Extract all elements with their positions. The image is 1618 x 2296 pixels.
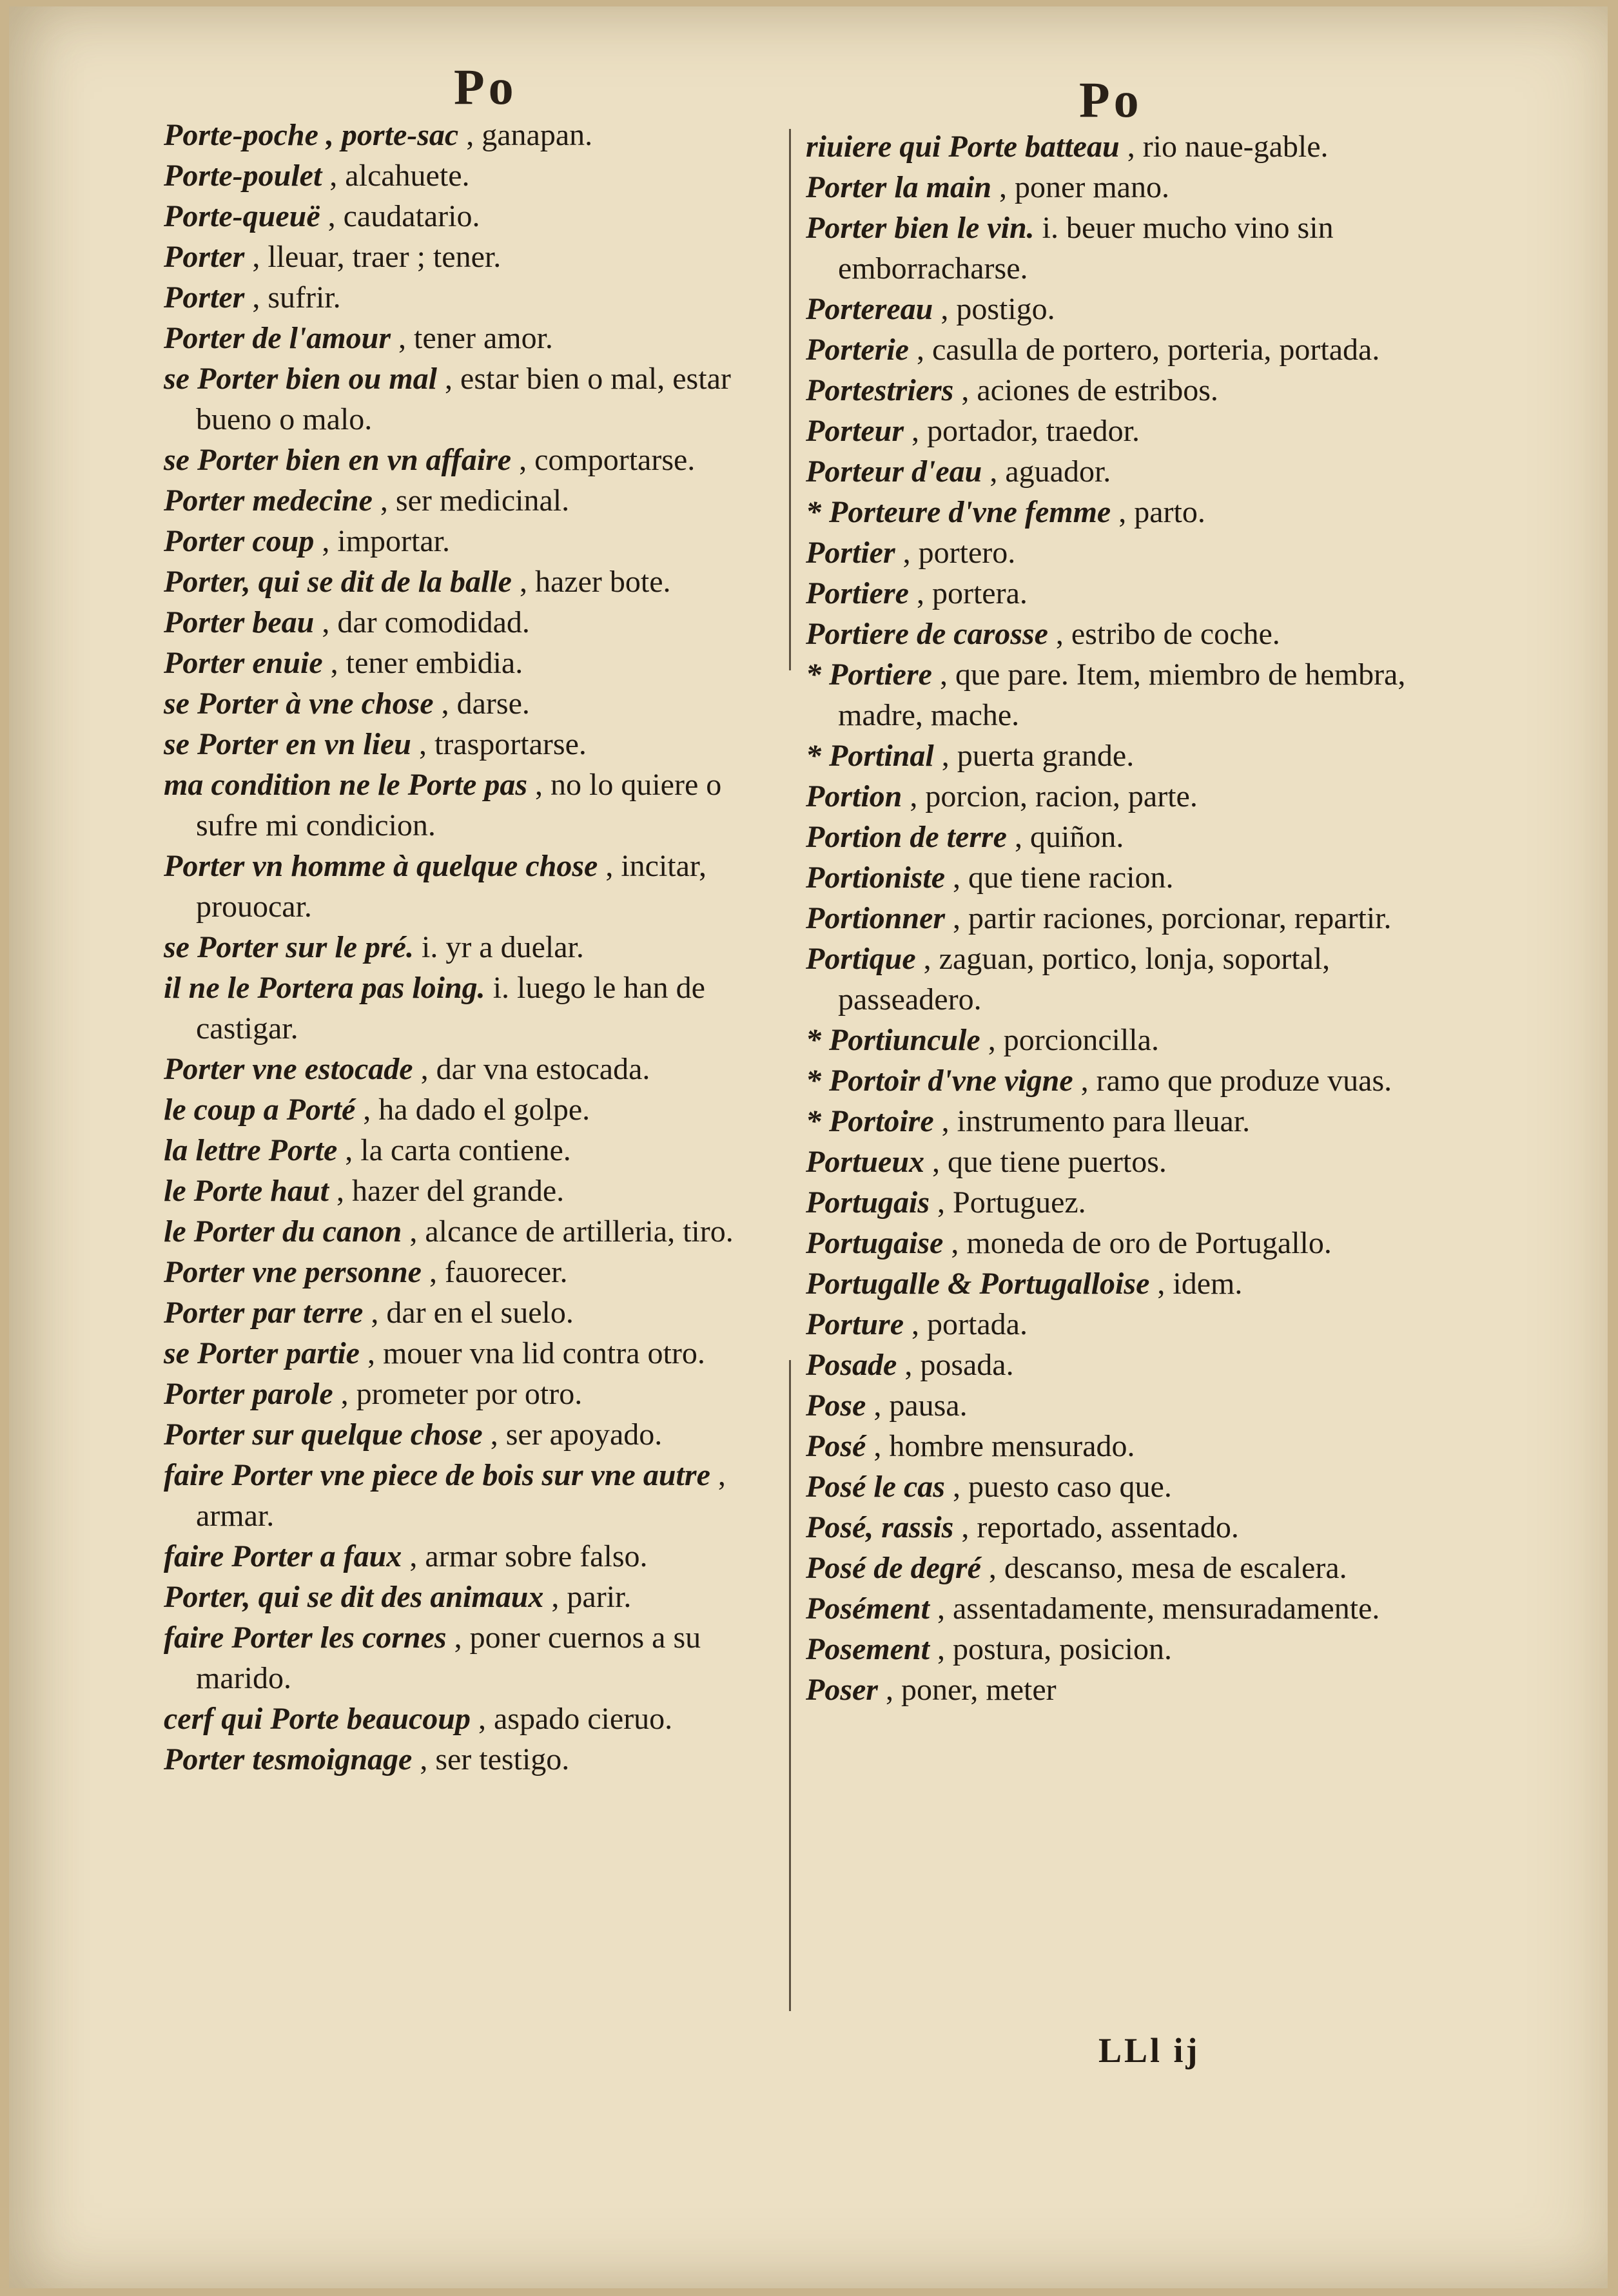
entry-definition: , ramo que produze vuas. <box>1080 1064 1392 1098</box>
dictionary-entry <box>806 1588 1441 1629</box>
entry-headword: * Portiere <box>806 657 932 692</box>
dictionary-entry <box>806 492 1441 532</box>
signature-mark: LLl ij <box>1098 2031 1200 2070</box>
entry-headword: Porter la main <box>806 170 992 204</box>
entry-definition: i. beuer mucho vino sin emborracharse. <box>838 211 1334 286</box>
entry-definition: , que pare. Item, miembro de hembra, madre, mache. <box>838 657 1406 732</box>
dictionary-entry <box>164 1698 776 1739</box>
entry-definition: , posada. <box>904 1348 1014 1382</box>
dictionary-entry <box>806 1304 1441 1345</box>
dictionary-entry <box>164 927 776 968</box>
entry-headword: Porter vn homme à quelque chose <box>164 849 598 883</box>
entry-definition: , portera. <box>916 576 1028 610</box>
column-divider-bottom <box>789 1360 791 2011</box>
dictionary-entry <box>164 1617 776 1698</box>
entry-headword: Portier <box>806 536 895 570</box>
dictionary-entry <box>164 196 776 237</box>
entry-headword: se Porter en vn lieu <box>164 727 411 761</box>
entry-headword: Porter medecine <box>164 483 373 518</box>
entry-headword: Poser <box>806 1673 878 1707</box>
entry-headword: Portion <box>806 779 902 813</box>
dictionary-page <box>9 6 1608 2288</box>
dictionary-entry <box>164 1252 776 1292</box>
entry-headword: se Porter bien ou mal <box>164 362 438 396</box>
entry-definition: , incitar, prouocar. <box>196 849 707 924</box>
dictionary-entry <box>806 735 1441 776</box>
dictionary-entry <box>164 1049 776 1089</box>
entry-definition: , mouer vna lid contra otro. <box>367 1336 705 1370</box>
dictionary-entry <box>164 724 776 764</box>
dictionary-entry <box>164 1414 776 1455</box>
dictionary-entry <box>164 1211 776 1252</box>
entry-definition: i. yr a duelar. <box>421 930 584 964</box>
dictionary-entry <box>806 1385 1441 1426</box>
dictionary-entry <box>806 1142 1441 1182</box>
dictionary-entry <box>806 126 1441 167</box>
entry-headword: Porter bien le vin. <box>806 211 1035 245</box>
entry-headword: Portugais <box>806 1185 930 1220</box>
entry-definition: , poner cuernos a su marido. <box>196 1620 701 1695</box>
dictionary-entry <box>164 521 776 561</box>
dictionary-entry <box>164 318 776 358</box>
dictionary-entry <box>164 1171 776 1211</box>
dictionary-entry <box>806 898 1441 939</box>
dictionary-entry <box>806 1101 1441 1142</box>
dictionary-entry <box>164 683 776 724</box>
entry-headword: Posé, rassis <box>806 1510 954 1544</box>
entry-headword: Porter vne personne <box>164 1255 422 1289</box>
entry-definition: , hombre mensurado. <box>873 1429 1135 1463</box>
dictionary-entry <box>806 208 1441 289</box>
entry-definition: , porcioncilla. <box>988 1023 1159 1057</box>
entry-headword: se Porter partie <box>164 1336 360 1370</box>
dictionary-entry <box>806 451 1441 492</box>
entry-headword: Posement <box>806 1632 930 1666</box>
entry-definition: , lleuar, traer ; tener. <box>252 240 502 274</box>
dictionary-entry <box>806 614 1441 654</box>
entry-headword: ma condition ne le Porte pas <box>164 768 527 802</box>
entry-headword: Pose <box>806 1388 866 1423</box>
entry-definition: , alcahuete. <box>329 159 470 193</box>
dictionary-entry <box>806 573 1441 614</box>
entry-headword: Posé le cas <box>806 1470 945 1504</box>
entry-definition: , ser medicinal. <box>380 483 570 518</box>
entry-headword: faire Porter vne piece de bois sur vne autre <box>164 1458 710 1492</box>
entry-definition: , reportado, assentado. <box>961 1510 1239 1544</box>
dictionary-entry <box>164 1089 776 1130</box>
dictionary-entry <box>806 1182 1441 1223</box>
entry-definition: , aspado cieruo. <box>478 1702 673 1736</box>
entry-definition: , estar bien o mal, estar bueno o malo. <box>196 362 731 436</box>
dictionary-entry <box>806 1345 1441 1385</box>
dictionary-entry <box>164 480 776 521</box>
entry-headword: Porter beau <box>164 605 315 639</box>
dictionary-entry <box>164 440 776 480</box>
entry-definition: , trasportarse. <box>418 727 587 761</box>
entry-definition: , dar en el suelo. <box>371 1296 574 1330</box>
dictionary-entry <box>164 277 776 318</box>
entry-definition: , importar. <box>322 524 450 558</box>
dictionary-entry <box>806 532 1441 573</box>
entry-definition: , poner, meter <box>885 1673 1057 1707</box>
entry-definition: , postura, posicion. <box>937 1632 1172 1666</box>
entry-definition: , que tiene racion. <box>953 861 1174 895</box>
entry-definition: , puerta grande. <box>941 739 1135 773</box>
dictionary-entry <box>806 1466 1441 1507</box>
entry-definition: , armar sobre falso. <box>409 1539 648 1573</box>
entry-headword: faire Porter les cornes <box>164 1620 447 1655</box>
left-column <box>164 115 776 1780</box>
entry-definition: , armar. <box>196 1458 726 1533</box>
running-head-left: Po <box>454 59 518 115</box>
entry-headword: Portionner <box>806 901 946 935</box>
entry-definition: , no lo quiere o sufre mi condicion. <box>196 768 722 842</box>
entry-headword: Portion de terre <box>806 820 1007 854</box>
entry-definition: , ganapan. <box>466 118 593 152</box>
dictionary-entry <box>806 1629 1441 1669</box>
entry-headword: * Portinal <box>806 739 934 773</box>
dictionary-entry <box>806 939 1441 1020</box>
dictionary-entry <box>164 237 776 277</box>
entry-definition: , caudatario. <box>327 199 480 233</box>
dictionary-entry <box>806 167 1441 208</box>
entry-definition: , tener amor. <box>398 321 553 355</box>
entry-headword: la lettre Porte <box>164 1133 338 1167</box>
dictionary-entry <box>164 602 776 643</box>
entry-definition: , pausa. <box>873 1388 968 1423</box>
entry-headword: Portique <box>806 942 916 976</box>
dictionary-entry <box>164 1333 776 1374</box>
right-column <box>806 126 1441 1710</box>
entry-definition: , prometer por otro. <box>340 1377 583 1411</box>
entry-headword: Porter de l'amour <box>164 321 391 355</box>
entry-headword: Portereau <box>806 292 933 326</box>
entry-headword: faire Porter a faux <box>164 1539 402 1573</box>
entry-definition: , idem. <box>1157 1267 1243 1301</box>
entry-definition: , portada. <box>911 1307 1028 1341</box>
entry-headword: Porter sur quelque chose <box>164 1417 483 1452</box>
entry-definition: , fauorecer. <box>429 1255 568 1289</box>
entry-definition: , aguador. <box>989 454 1111 489</box>
entry-definition: , postigo. <box>941 292 1055 326</box>
entry-definition: , dar comodidad. <box>322 605 530 639</box>
entry-headword: se Porter sur le pré. <box>164 930 414 964</box>
entry-definition: , porcion, racion, parte. <box>910 779 1198 813</box>
dictionary-entry <box>164 968 776 1049</box>
entry-definition: , que tiene puertos. <box>932 1145 1167 1179</box>
dictionary-entry <box>164 846 776 927</box>
dictionary-entry <box>806 857 1441 898</box>
entry-headword: Portestriers <box>806 373 954 407</box>
entry-headword: Posé de degré <box>806 1551 981 1585</box>
entry-definition: , tener embidia. <box>330 646 523 680</box>
dictionary-entry <box>806 1263 1441 1304</box>
dictionary-entry <box>806 1426 1441 1466</box>
dictionary-entry <box>806 1507 1441 1548</box>
entry-definition: , parto. <box>1118 495 1205 529</box>
entry-headword: Porte-queuë <box>164 199 320 233</box>
dictionary-entry <box>164 1577 776 1617</box>
entry-definition: , rio naue-gable. <box>1127 130 1329 164</box>
entry-definition: , Portuguez. <box>937 1185 1086 1220</box>
entry-definition: , zaguan, portico, lonja, soportal, passeadero. <box>838 942 1330 1017</box>
dictionary-entry <box>806 329 1441 370</box>
entry-headword: Portioniste <box>806 861 946 895</box>
dictionary-entry <box>806 654 1441 735</box>
dictionary-entry <box>164 643 776 683</box>
entry-headword: Porter <box>164 280 245 315</box>
entry-definition: , parir. <box>551 1580 632 1614</box>
entry-headword: Posade <box>806 1348 897 1382</box>
dictionary-entry <box>164 764 776 846</box>
dictionary-entry <box>806 817 1441 857</box>
entry-definition: , quiñon. <box>1014 820 1124 854</box>
entry-headword: se Porter bien en vn affaire <box>164 443 512 477</box>
entry-definition: , ha dado el golpe. <box>363 1093 590 1127</box>
entry-definition: , descanso, mesa de escalera. <box>988 1551 1347 1585</box>
dictionary-entry <box>806 776 1441 817</box>
entry-headword: Porte-poche , porte-sac <box>164 118 459 152</box>
entry-headword: cerf qui Porte beaucoup <box>164 1702 471 1736</box>
entry-definition: , dar vna estocada. <box>420 1052 650 1086</box>
entry-definition: , casulla de portero, porteria, portada. <box>916 333 1380 367</box>
entry-definition: , la carta contiene. <box>345 1133 571 1167</box>
dictionary-entry <box>164 1374 776 1414</box>
column-divider-top <box>789 129 791 670</box>
entry-headword: Portugalle & Portugalloise <box>806 1267 1150 1301</box>
entry-headword: Porter, qui se dit de la balle <box>164 565 512 599</box>
entry-headword: Porteur d'eau <box>806 454 982 489</box>
entry-headword: Porter vne estocade <box>164 1052 413 1086</box>
entry-definition: , hazer del grande. <box>336 1174 565 1208</box>
entry-definition: , hazer bote. <box>519 565 671 599</box>
entry-headword: Posé <box>806 1429 866 1463</box>
entry-definition: , alcance de artilleria, tiro. <box>409 1214 734 1249</box>
entry-headword: Portiere <box>806 576 909 610</box>
entry-headword: se Porter à vne chose <box>164 686 434 721</box>
entry-headword: Porteur <box>806 414 904 448</box>
dictionary-entry <box>806 1223 1441 1263</box>
entry-definition: , instrumento para lleuar. <box>941 1104 1251 1138</box>
dictionary-entry <box>164 358 776 440</box>
dictionary-entry <box>806 411 1441 451</box>
entry-headword: Porter tesmoignage <box>164 1742 413 1776</box>
entry-definition: , estribo de coche. <box>1055 617 1280 651</box>
entry-definition: , moneda de oro de Portugallo. <box>951 1226 1332 1260</box>
dictionary-entry <box>164 155 776 196</box>
dictionary-entry <box>164 1130 776 1171</box>
entry-headword: le coup a Porté <box>164 1093 356 1127</box>
entry-headword: Porture <box>806 1307 904 1341</box>
entry-headword: Posément <box>806 1591 930 1626</box>
entry-definition: , portador, traedor. <box>911 414 1140 448</box>
entry-headword: Porter coup <box>164 524 315 558</box>
entry-headword: Porter parole <box>164 1377 333 1411</box>
entry-headword: riuiere qui Porte batteau <box>806 130 1120 164</box>
entry-definition: , assentadamente, mensuradamente. <box>937 1591 1380 1626</box>
dictionary-entry <box>806 1669 1441 1710</box>
entry-headword: il ne le Portera pas loing. <box>164 971 485 1005</box>
entry-definition: , ser testigo. <box>420 1742 570 1776</box>
entry-definition: , comportarse. <box>519 443 696 477</box>
entry-definition: , portero. <box>902 536 1016 570</box>
dictionary-entry <box>806 1020 1441 1060</box>
dictionary-entry <box>806 370 1441 411</box>
entry-headword: le Porter du canon <box>164 1214 402 1249</box>
entry-headword: le Porte haut <box>164 1174 329 1208</box>
entry-headword: Porter par terre <box>164 1296 364 1330</box>
entry-headword: * Porteure d'vne femme <box>806 495 1111 529</box>
dictionary-entry <box>164 1536 776 1577</box>
dictionary-entry <box>164 561 776 602</box>
entry-definition: , partir raciones, porcionar, repartir. <box>953 901 1392 935</box>
dictionary-entry <box>806 1060 1441 1101</box>
entry-definition: , puesto caso que. <box>952 1470 1172 1504</box>
entry-definition: , aciones de estribos. <box>961 373 1218 407</box>
entry-headword: Porter <box>164 240 245 274</box>
entry-headword: * Portiuncule <box>806 1023 980 1057</box>
entry-headword: Porterie <box>806 333 909 367</box>
dictionary-entry <box>164 1292 776 1333</box>
entry-headword: * Portoir d'vne vigne <box>806 1064 1073 1098</box>
dictionary-entry <box>164 1455 776 1536</box>
entry-definition: , ser apoyado. <box>490 1417 663 1452</box>
entry-headword: Portiere de carosse <box>806 617 1048 651</box>
dictionary-entry <box>164 115 776 155</box>
entry-headword: Portugaise <box>806 1226 944 1260</box>
entry-headword: Portueux <box>806 1145 925 1179</box>
entry-headword: Porter enuie <box>164 646 323 680</box>
dictionary-entry <box>806 289 1441 329</box>
entry-headword: Porte-poulet <box>164 159 322 193</box>
dictionary-entry <box>806 1548 1441 1588</box>
entry-headword: * Portoire <box>806 1104 934 1138</box>
entry-headword: Porter, qui se dit des animaux <box>164 1580 544 1614</box>
dictionary-entry <box>164 1739 776 1780</box>
entry-definition: i. luego le han de castigar. <box>196 971 705 1046</box>
entry-definition: , darse. <box>441 686 530 721</box>
entry-definition: , sufrir. <box>252 280 341 315</box>
running-head-right: Po <box>1079 72 1143 128</box>
entry-definition: , poner mano. <box>999 170 1169 204</box>
